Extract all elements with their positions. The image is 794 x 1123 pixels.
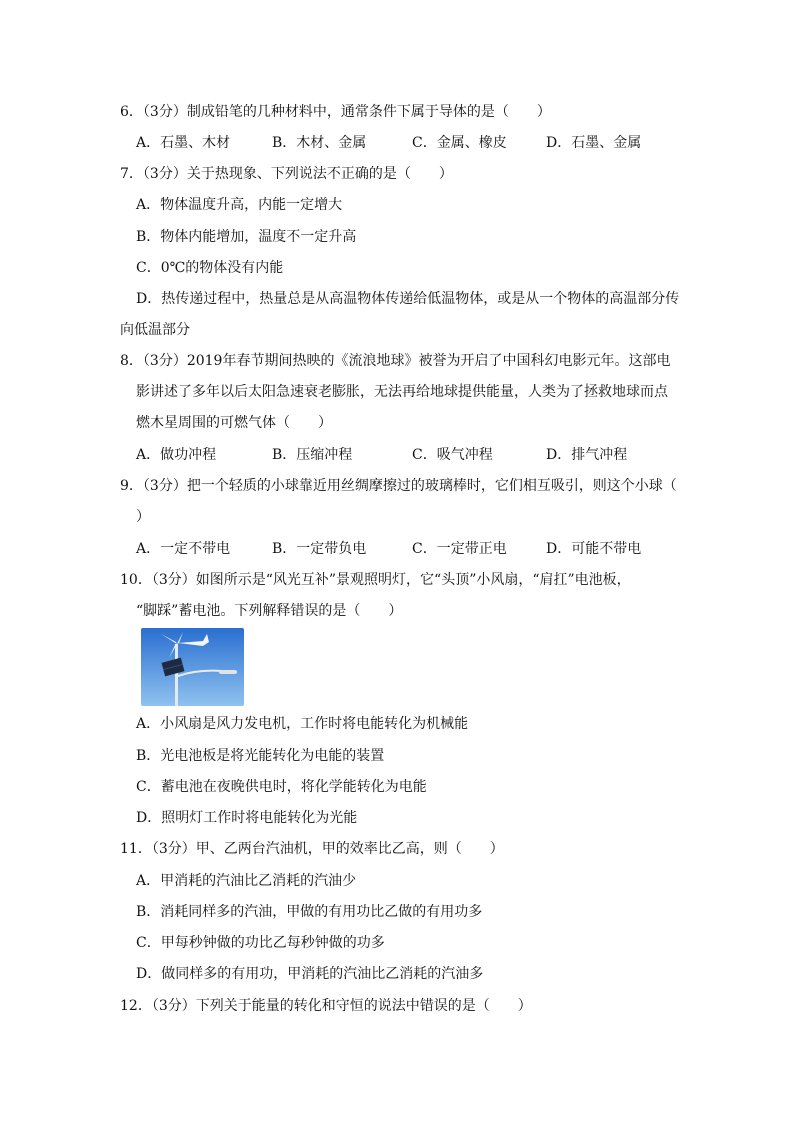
question-10-option-b: B．光电池板是将光能转化为电能的装置 bbox=[136, 748, 385, 764]
question-11-option-d: D．做同样多的有用功，甲消耗的汽油比乙消耗的汽油多 bbox=[136, 966, 484, 982]
question-10-stem-line-1: 10．（3分）如图所示是“风光互补”景观照明灯，它“头顶”小风扇，“肩扛”电池板， bbox=[120, 572, 631, 588]
question-9-option-b: B．一定带负电 bbox=[272, 541, 367, 557]
wind-solar-lamp-illustration bbox=[141, 628, 244, 706]
question-9-stem-line-1: 9．（3分）把一个轻质的小球靠近用丝绸摩擦过的玻璃棒时，它们相互吸引，则这个小球（ bbox=[120, 478, 677, 494]
question-6-option-c: C．金属、橡皮 bbox=[412, 135, 507, 151]
question-10-option-c: C．蓄电池在夜晚供电时，将化学能转化为电能 bbox=[136, 779, 427, 795]
question-6-stem: 6．（3分）制成铅笔的几种材料中，通常条件下属于导体的是（ ） bbox=[120, 104, 551, 120]
question-8-option-b: B．压缩冲程 bbox=[272, 447, 353, 463]
question-6-option-a: A．石墨、木材 bbox=[136, 135, 231, 151]
question-11-stem: 11．（3分）甲、乙两台汽油机，甲的效率比乙高，则（ ） bbox=[120, 841, 504, 857]
question-6-option-b: B．木材、金属 bbox=[272, 135, 367, 151]
question-6-option-d: D．石墨、金属 bbox=[546, 135, 642, 151]
question-10-option-d: D．照明灯工作时将电能转化为光能 bbox=[136, 810, 358, 826]
question-7-option-d-continued: 向低温部分 bbox=[120, 322, 190, 338]
wind-solar-street-lamp-figure bbox=[141, 628, 244, 706]
question-11-option-a: A．甲消耗的汽油比乙消耗的汽油少 bbox=[136, 873, 357, 889]
question-7-option-c: C．0℃的物体没有内能 bbox=[136, 260, 284, 276]
question-8-option-d: D．排气冲程 bbox=[546, 447, 628, 463]
question-7-option-d: D．热传递过程中，热量总是从高温物体传递给低温物体，或是从一个物体的高温部分传 bbox=[136, 291, 680, 307]
question-8-stem-line-1: 8．（3分）2019年春节期间热映的《流浪地球》被誉为开启了中国科幻电影元年。这部电 bbox=[120, 353, 671, 369]
question-8-option-a: A．做功冲程 bbox=[136, 447, 217, 463]
question-11-option-c: C．甲每秒钟做的功比乙每秒钟做的功多 bbox=[136, 935, 385, 951]
question-8-option-c: C．吸气冲程 bbox=[412, 447, 493, 463]
question-9-stem-line-2: ） bbox=[136, 509, 150, 525]
question-10-stem-line-2: “脚踩”蓄电池。下列解释错误的是（ ） bbox=[136, 603, 403, 619]
question-7-stem: 7．（3分）关于热现象、下列说法不正确的是（ ） bbox=[120, 166, 453, 182]
question-11-option-b: B．消耗同样多的汽油，甲做的有用功比乙做的有用功多 bbox=[136, 904, 483, 920]
question-8-stem-line-2: 影讲述了多年以后太阳急速衰老膨胀，无法再给地球提供能量，人类为了拯救地球而点 bbox=[136, 384, 668, 400]
question-7-option-a: A．物体温度升高，内能一定增大 bbox=[136, 197, 343, 213]
question-9-option-a: A．一定不带电 bbox=[136, 541, 231, 557]
question-7-option-b: B．物体内能增加，温度不一定升高 bbox=[136, 229, 357, 245]
question-9-option-d: D．可能不带电 bbox=[546, 541, 642, 557]
question-10-option-a: A．小风扇是风力发电机，工作时将电能转化为机械能 bbox=[136, 716, 469, 732]
question-8-stem-line-3: 燃木星周围的可燃气体（ ） bbox=[136, 415, 332, 431]
question-12-stem: 12．（3分）下列关于能量的转化和守恒的说法中错误的是（ ） bbox=[120, 998, 532, 1014]
question-9-option-c: C．一定带正电 bbox=[412, 541, 507, 557]
